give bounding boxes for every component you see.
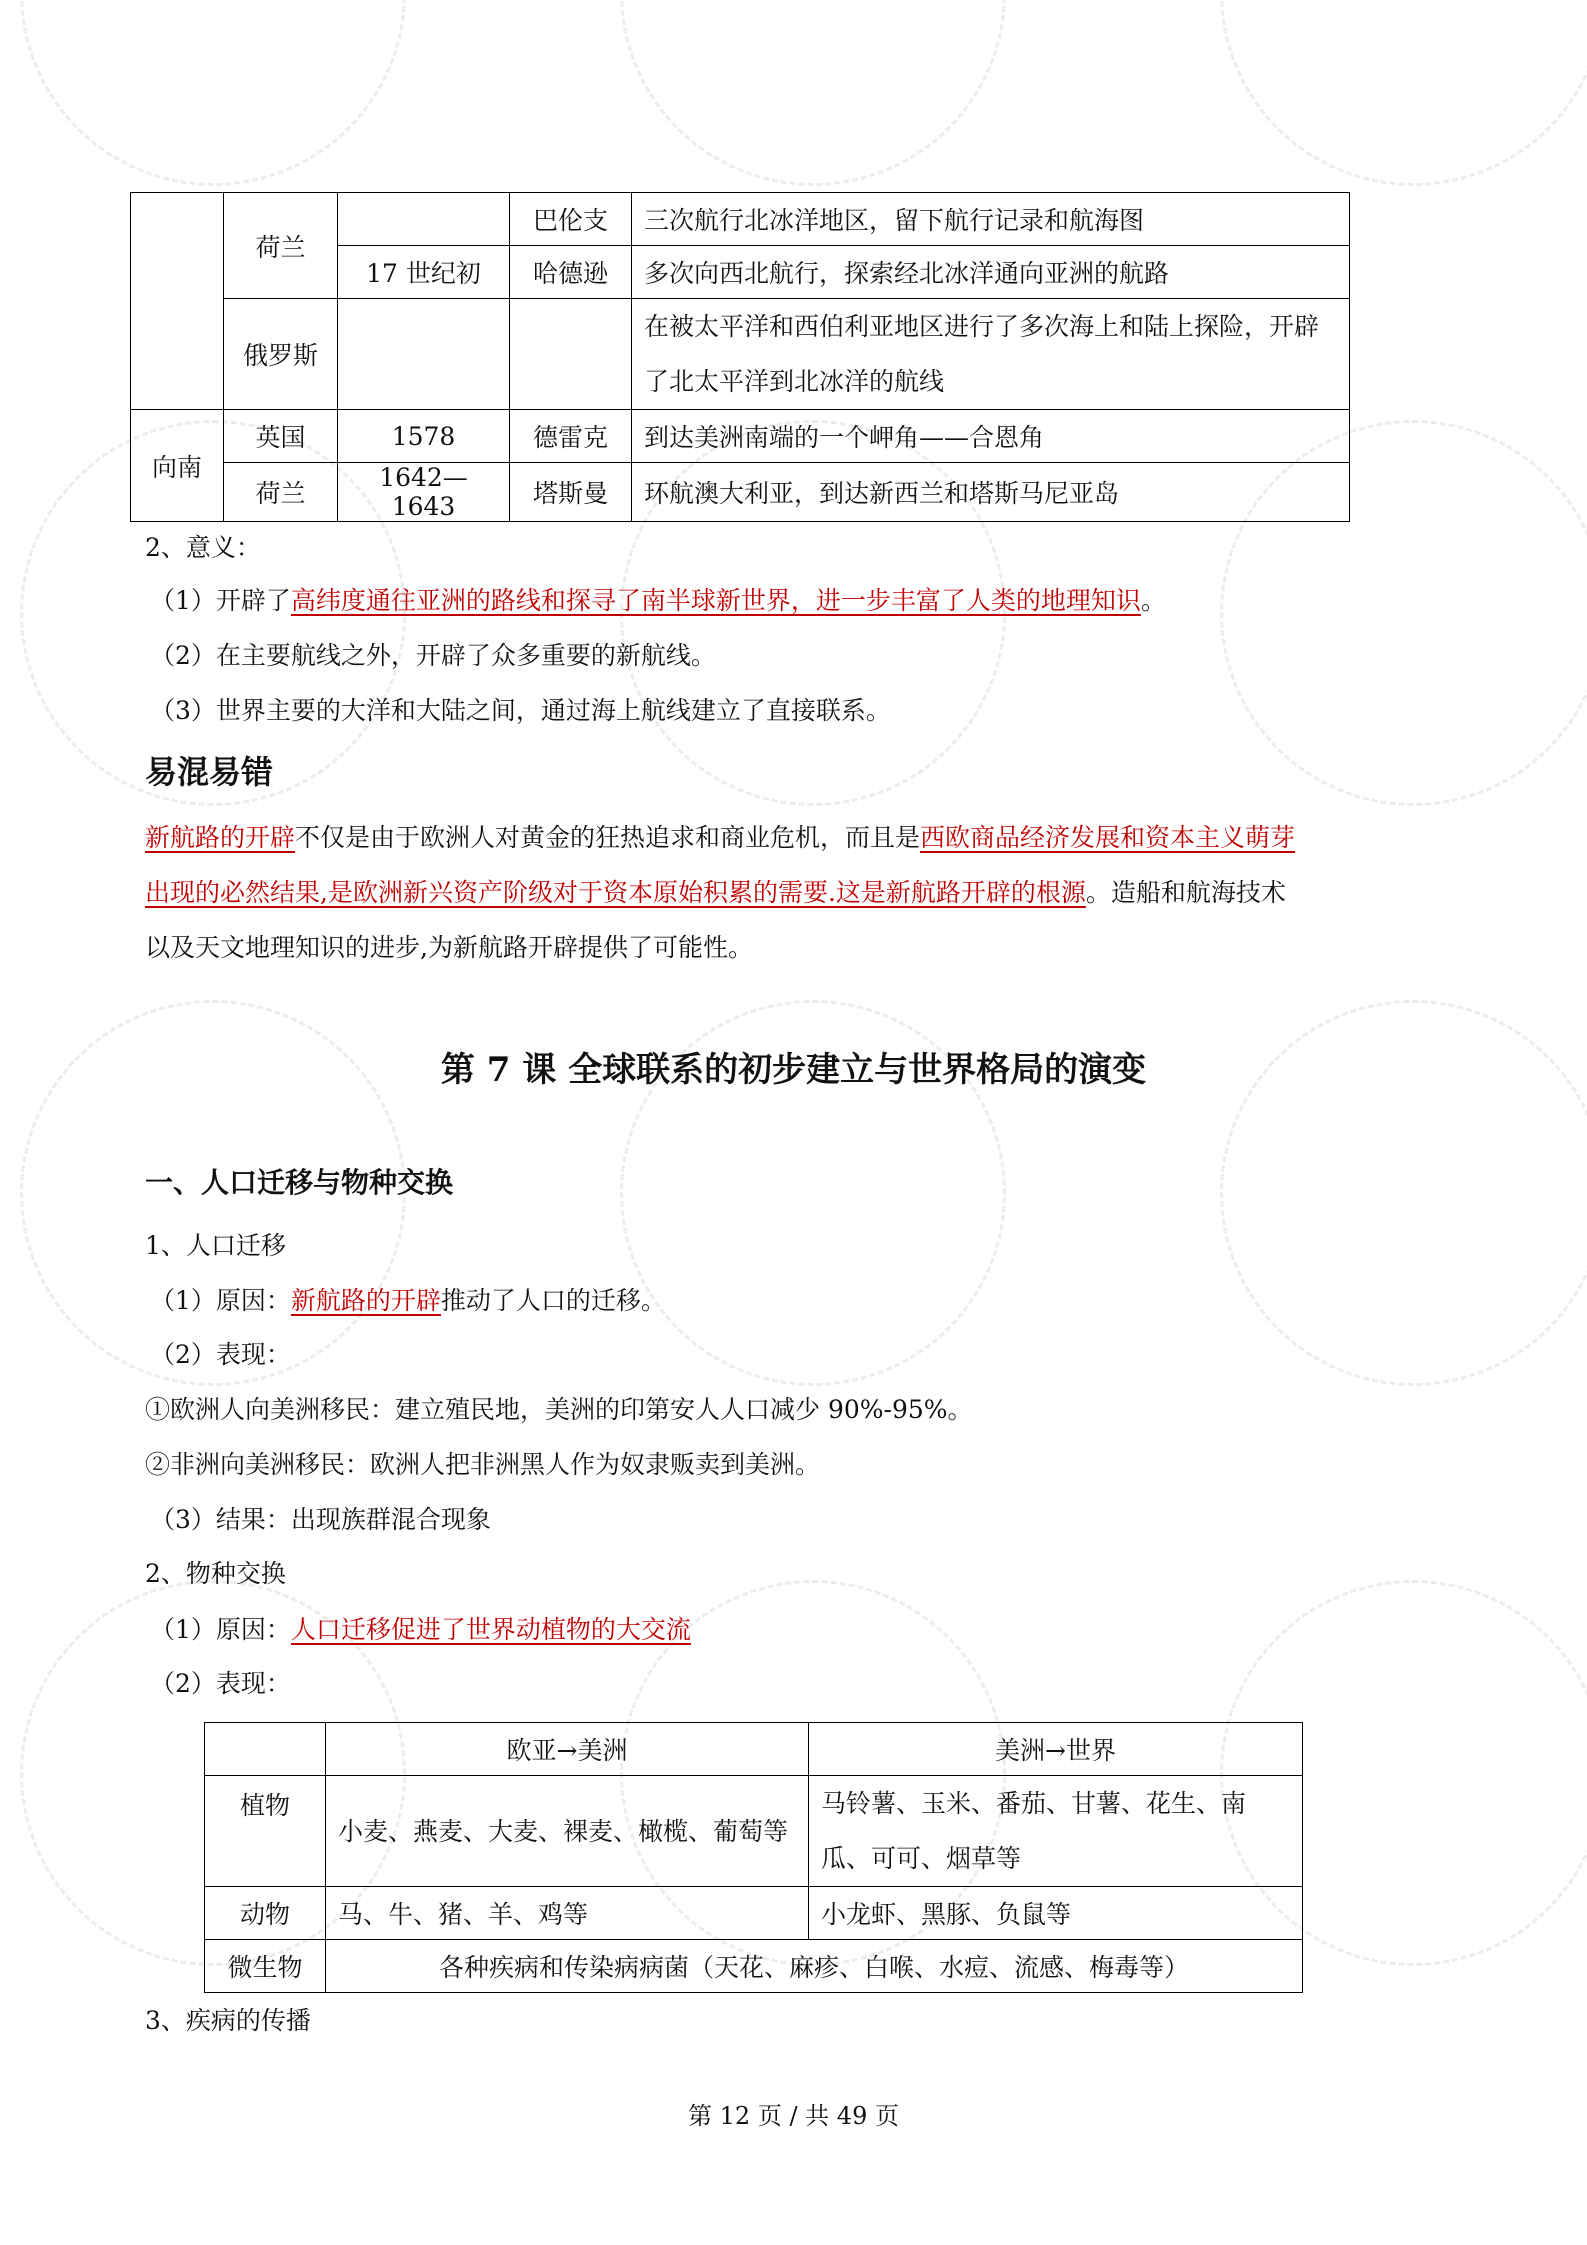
section-heading: 一、人口迁移与物种交换 [145,1166,454,1199]
event-cell: 环航澳大利亚，到达新西兰和塔斯马尼亚岛 [632,463,1350,522]
species-table [204,1722,1303,1993]
highlighted-text: 人口迁移促进了世界动植物的大交流 [290,1615,691,1644]
table-row [205,1940,1303,1993]
significance-point-2: （2）在主要航线之外，开辟了众多重要的新航线。 [150,641,716,670]
header-cell [205,1723,326,1776]
cell: 马、牛、猪、羊、鸡等 [326,1887,809,1940]
event-cell: 多次向西北航行，探索经北冰洋通向亚洲的航路 [632,246,1350,299]
significance-heading: 2、意义： [145,533,261,562]
subheading-disease: 3、疾病的传播 [145,2006,311,2035]
significance-point-3: （3）世界主要的大洋和大陆之间，通过海上航线建立了直接联系。 [150,696,891,725]
cell: 各种疾病和传染病病菌（天花、麻疹、白喉、水痘、流感、梅毒等） [326,1940,1303,1993]
event-cell: 三次航行北冰洋地区，留下航行记录和航海图 [632,193,1350,246]
migration-result: （3）结果：出现族群混合现象 [150,1505,491,1534]
migration-item-1: ①欧洲人向美洲移民：建立殖民地，美洲的印第安人人口减少 90%-95%。 [145,1395,973,1424]
text: （1）开辟了 [150,586,291,615]
text: （1）原因： [150,1615,291,1644]
table-row [131,463,1350,522]
migration-manifestation: （2）表现： [150,1340,291,1369]
time-cell: 1642—1643 [338,463,510,522]
person-cell: 德雷克 [510,410,632,463]
watermark [1220,0,1587,186]
person-cell: 哈德逊 [510,246,632,299]
time-cell [338,299,510,410]
highlighted-text: 出现的必然结果,是欧洲新兴资产阶级对于资本原始积累的需要.这是新航路开辟的根源 [145,878,1086,907]
table-row [205,1776,1303,1887]
person-cell: 巴伦支 [510,193,632,246]
confusion-heading: 易混易错 [145,753,274,791]
exchange-manifestation: （2）表现： [150,1669,291,1698]
country-cell: 荷兰 [224,463,338,522]
migration-item-2: ②非洲向美洲移民：欧洲人把非洲黑人作为奴隶贩卖到美洲。 [145,1450,821,1479]
header-cell: 美洲→世界 [809,1723,1303,1776]
table-header-row [205,1723,1303,1776]
exploration-table [130,192,1350,522]
exchange-cause [150,1613,691,1647]
row-label: 微生物 [205,1940,326,1993]
highlighted-text: 新航路的开辟 [145,823,296,852]
country-cell: 俄罗斯 [224,299,338,410]
watermark [620,0,1006,186]
table-row [131,410,1350,463]
significance-point-1 [150,584,1166,618]
text: 。造船和航海技术 [1085,878,1286,907]
confusion-line-2 [145,876,1286,910]
time-cell: 1578 [338,410,510,463]
migration-cause [150,1284,666,1318]
text: 。 [1140,586,1166,615]
table-row [205,1887,1303,1940]
direction-cell: 向南 [131,410,224,522]
direction-cell [131,193,224,410]
text: 不仅是由于欧洲人对黄金的狂热追求和商业危机，而且是 [295,823,921,852]
page-footer: 第 12 页 / 共 49 页 [688,2102,899,2130]
row-label: 植物 [205,1776,326,1887]
table-row [131,299,1350,410]
table-row [131,193,1350,246]
lesson-title: 第 7 课 全球联系的初步建立与世界格局的演变 [440,1050,1147,1090]
text: （1）原因： [150,1286,291,1315]
confusion-line-1 [145,821,1295,855]
confusion-line-3: 以及天文地理知识的进步,为新航路开辟提供了可能性。 [145,933,753,962]
subheading-exchange: 2、物种交换 [145,1559,286,1588]
highlighted-text: 西欧商品经济发展和资本主义萌芽 [920,823,1296,852]
subheading-migration: 1、人口迁移 [145,1231,286,1260]
header-cell: 欧亚→美洲 [326,1723,809,1776]
time-cell: 17 世纪初 [338,246,510,299]
country-cell: 英国 [224,410,338,463]
time-cell [338,193,510,246]
row-label: 动物 [205,1887,326,1940]
event-cell: 到达美洲南端的一个岬角——合恩角 [632,410,1350,463]
event-cell: 在被太平洋和西伯利亚地区进行了多次海上和陆上探险，开辟了北太平洋到北冰洋的航线 [632,299,1350,410]
person-cell: 塔斯曼 [510,463,632,522]
cell: 小龙虾、黑豚、负鼠等 [809,1887,1303,1940]
cell: 小麦、燕麦、大麦、裸麦、橄榄、葡萄等 [326,1776,809,1887]
text: 推动了人口的迁移。 [440,1286,666,1315]
country-cell: 荷兰 [224,193,338,299]
highlighted-text: 高纬度通往亚洲的路线和探寻了南半球新世界，进一步丰富了人类的地理知识 [290,586,1141,615]
cell: 马铃薯、玉米、番茄、甘薯、花生、南瓜、可可、烟草等 [809,1776,1303,1887]
watermark [20,0,406,186]
person-cell [510,299,632,410]
highlighted-text: 新航路的开辟 [290,1286,441,1315]
